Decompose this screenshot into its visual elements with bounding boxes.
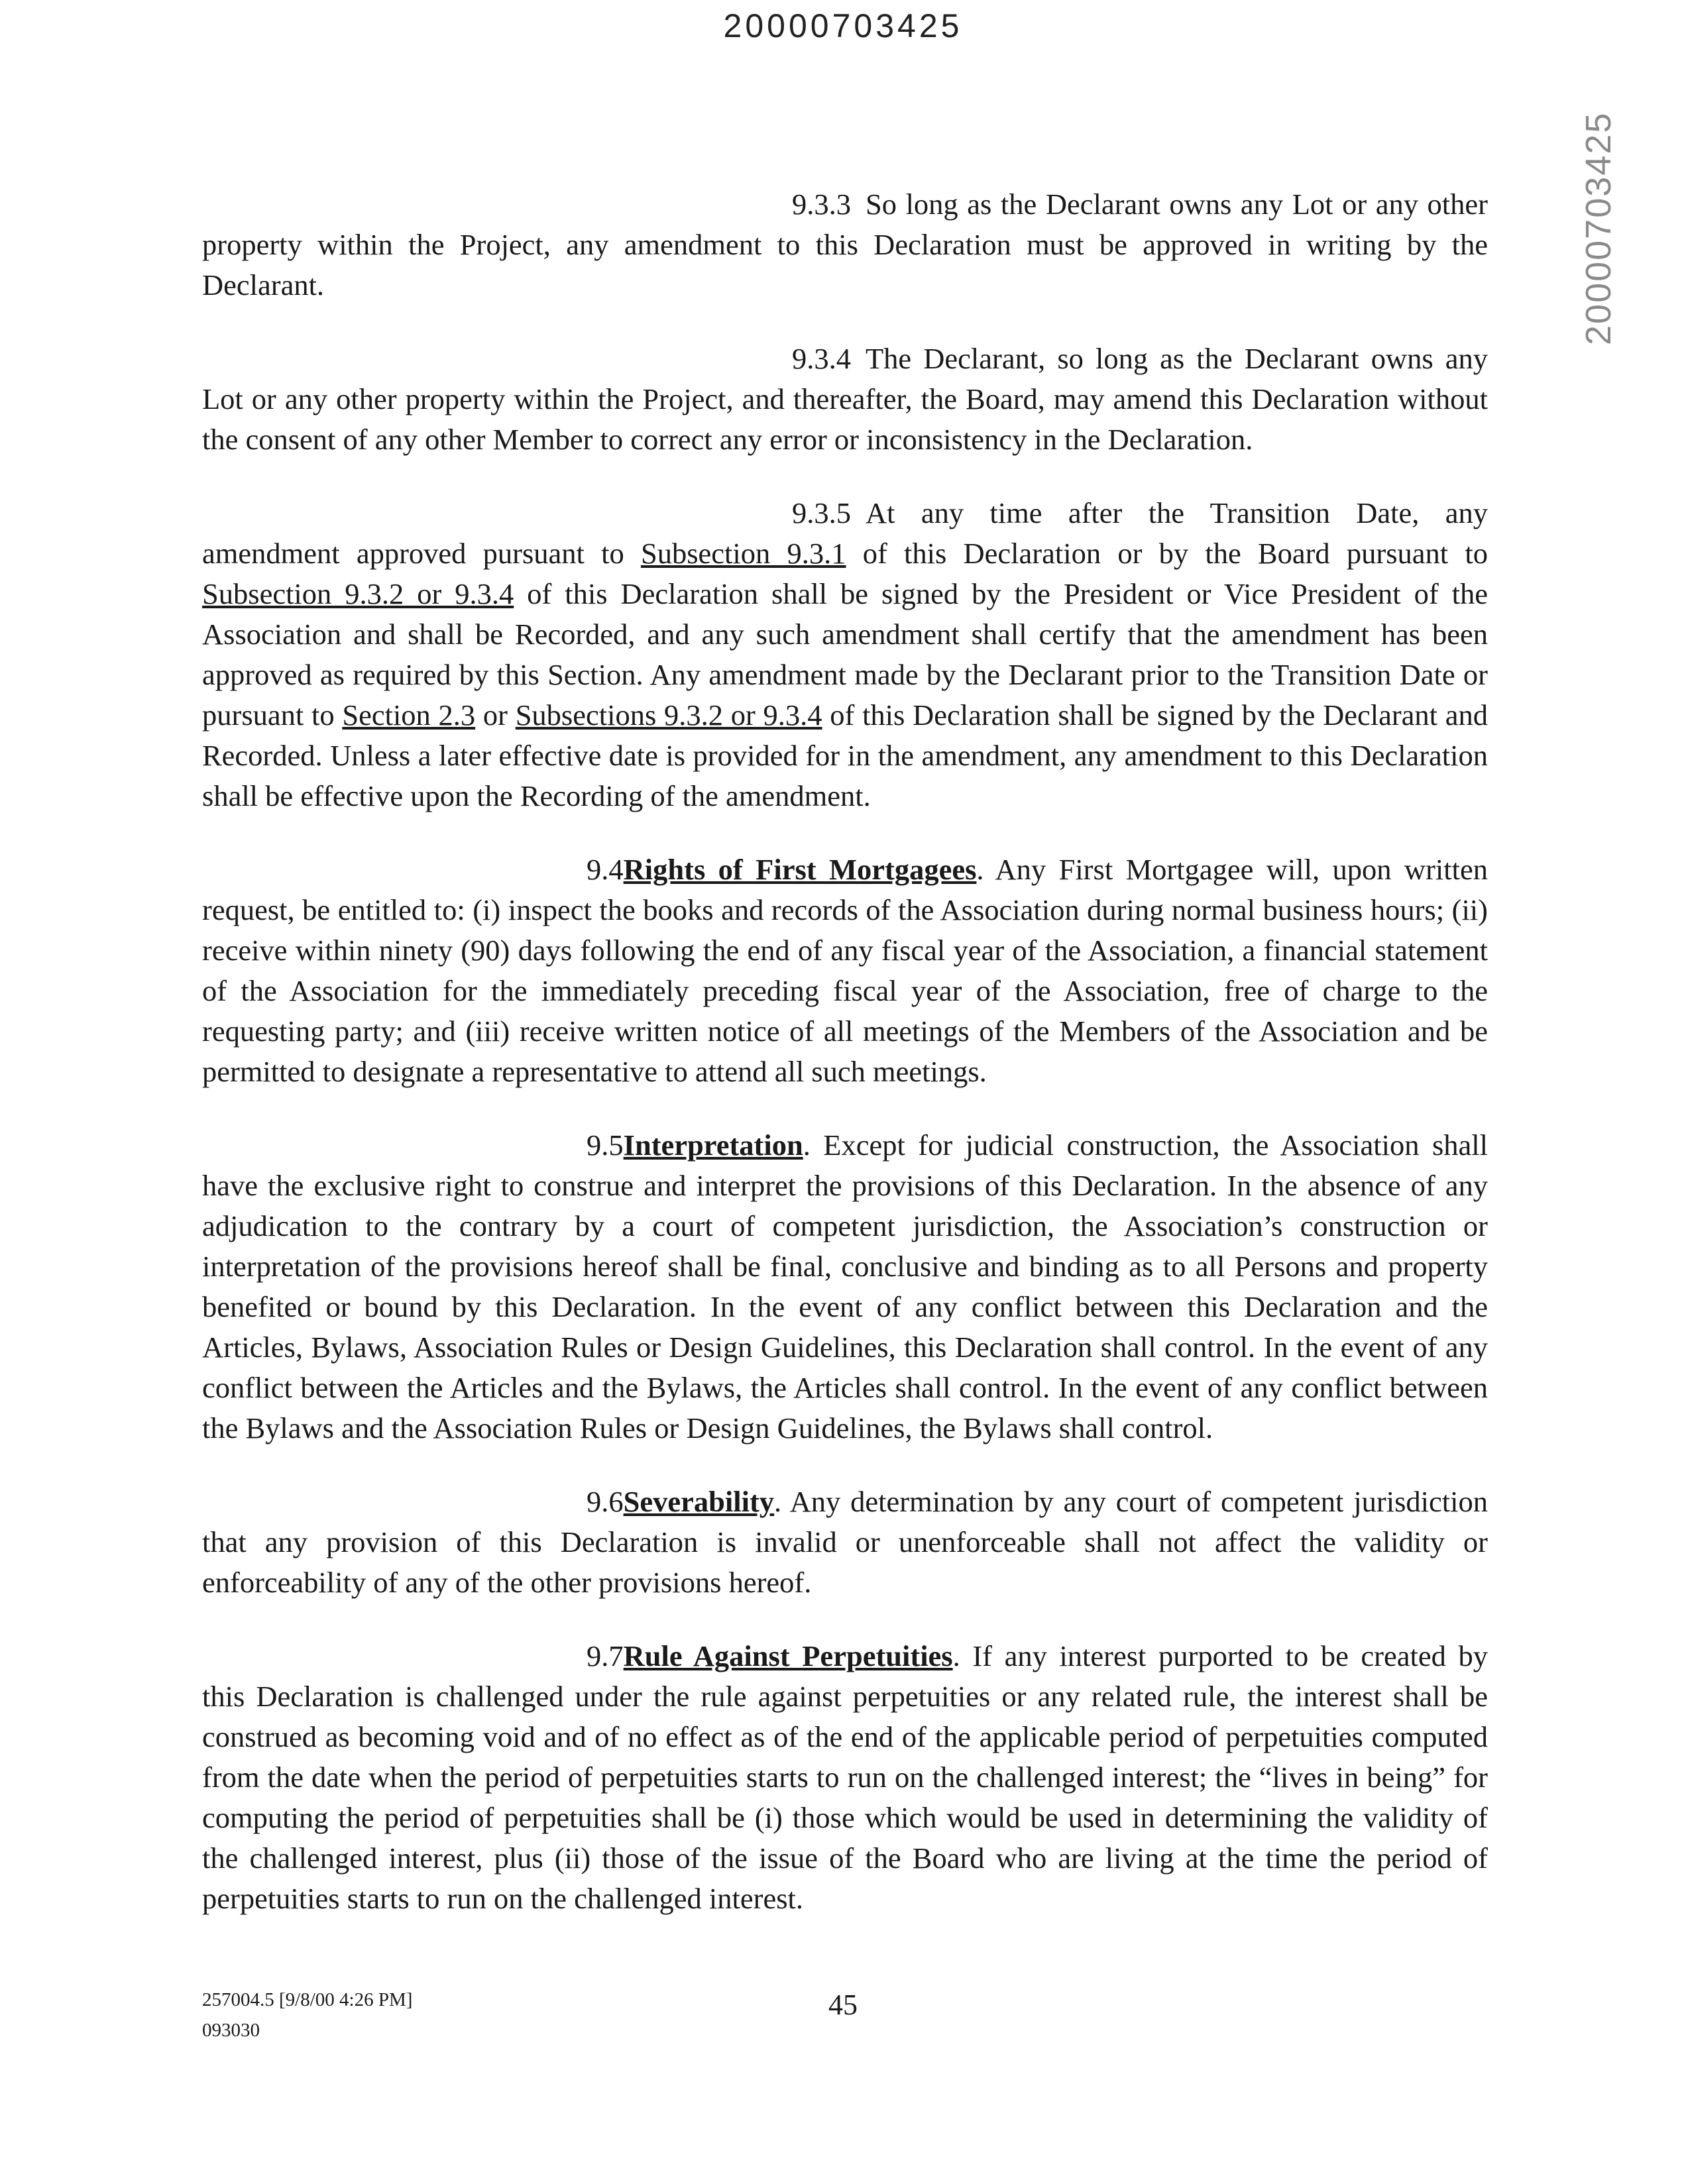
- section-text: . Any determination by any court of competent jurisdiction that any provision of this Declaration is invalid or unenforceable shall not affect the validity or enforceability of any of the other provisions hereof.: [202, 1485, 1488, 1599]
- reference-subsections-9-3-2-or-9-3-4: Subsections 9.3.2 or 9.3.4: [515, 698, 822, 732]
- paragraph-9-3-4: [202, 339, 1488, 460]
- section-number: 9.6: [587, 1485, 624, 1518]
- paragraph-text: of this Declaration or by the Board pursuant to: [846, 537, 1489, 570]
- paragraph-text: of this Declaration shall be signed by the President or Vice President of the Association and shall be Recorded, and any such amendment shall certify that the amendment has been approved as required by this Section. Any amendment made by the Declarant prior to the Transition Date or pursuant to: [202, 577, 1488, 732]
- section-text: . Except for judicial construction, the Association shall have the exclusive right to construe and interpret the provisions of this Declaration. In the absence of any adjudication to the contrary by a court of competent jurisdiction, the Association’s construction or interpretation of the provisions hereof shall be final, conclusive and binding as to all Persons and property benefited or bound by this Declaration. In the event of any conflict between this Declaration and the Articles, Bylaws, Association Rules or Design Guidelines, this Declaration shall control. In the event of any conflict between the Articles and the Bylaws, the Articles shall control. In the event of any conflict between the Bylaws and the Association Rules or Design Guidelines, the Bylaws shall control.: [202, 1128, 1488, 1445]
- side-stamp: 20000703425: [1579, 111, 1618, 346]
- paragraph-text: So long as the Declarant owns any Lot or any other property within the Project, any amendment to this Declaration must be approved in writing by the Declarant.: [202, 188, 1488, 301]
- footer-doc-ref: 257004.5 [9/8/00 4:26 PM]: [202, 1989, 413, 2010]
- paragraph-text: At any time after the Transition Date, any amendment approved pursuant to: [202, 496, 1488, 570]
- page-number: 45: [828, 1989, 858, 2021]
- section-heading: Rights of First Mortgagees: [623, 853, 977, 886]
- paragraph-9-3-3: [202, 184, 1488, 305]
- section-number: 9.5: [587, 1128, 624, 1162]
- paragraph-number: 9.3.5: [792, 496, 851, 529]
- section-text: . Any First Mortgagee will, upon written request, be entitled to: (i) inspect the books and records of the Association during normal business hours; (ii) receive within ninety (90) days following the end of any fiscal year of the Association, a financial statement of the Association for the immediately preceding fiscal year of the Association, free of charge to the requesting party; and (iii) receive written notice of all meetings of the Members of the Association and be permitted to designate a representative to attend all such meetings.: [202, 853, 1489, 1088]
- section-heading: Rule Against Perpetuities: [623, 1639, 953, 1672]
- section-9-4: [202, 849, 1488, 1092]
- paragraph-number: 9.3.4: [792, 342, 851, 375]
- reference-subsection-9-3-2-or-9-3-4: Subsection 9.3.2 or 9.3.4: [202, 577, 514, 610]
- section-number: 9.4: [587, 853, 624, 886]
- paragraph-text: of this Declaration shall be signed by the Declarant and Recorded. Unless a later effective date is provided for in the amendment, any amendment to this Declaration shall be effective upon the Recording of the amendment.: [202, 698, 1488, 812]
- document-number: 20000703425: [723, 7, 963, 44]
- paragraph-text: The Declarant, so long as the Declarant owns any Lot or any other property within the Project, and thereafter, the Board, may amend this Declaration without the consent of any other Member to correct any error or inconsistency in the Declaration.: [202, 342, 1488, 456]
- section-heading: Severability: [623, 1485, 775, 1518]
- paragraph-number: 9.3.3: [792, 188, 851, 221]
- section-9-7: [202, 1636, 1488, 1919]
- reference-section-2-3: Section 2.3: [342, 698, 476, 732]
- section-number: 9.7: [587, 1639, 624, 1672]
- footer-code: 093030: [202, 2020, 260, 2041]
- section-heading: Interpretation: [623, 1128, 803, 1162]
- section-9-5: [202, 1125, 1488, 1448]
- paragraph-text: or: [475, 698, 516, 732]
- section-9-6: [202, 1482, 1488, 1603]
- reference-subsection-9-3-1: Subsection 9.3.1: [640, 537, 846, 570]
- document-body: [202, 184, 1488, 1952]
- section-text: . If any interest purported to be created by this Declaration is challenged under the rule against perpetuities or any related rule, the interest shall be construed as becoming void and of no effect as of the end of the applicable period of perpetuities computed from the date when the period of perpetuities starts to run on the challenged interest; the “lives in being” for computing the period of perpetuities shall be (i) those which would be used in determining the validity of the challenged interest, plus (ii) those of the issue of the Board who are living at the time the period of perpetuities starts to run on the challenged interest.: [202, 1639, 1488, 1915]
- paragraph-9-3-5: [202, 493, 1488, 816]
